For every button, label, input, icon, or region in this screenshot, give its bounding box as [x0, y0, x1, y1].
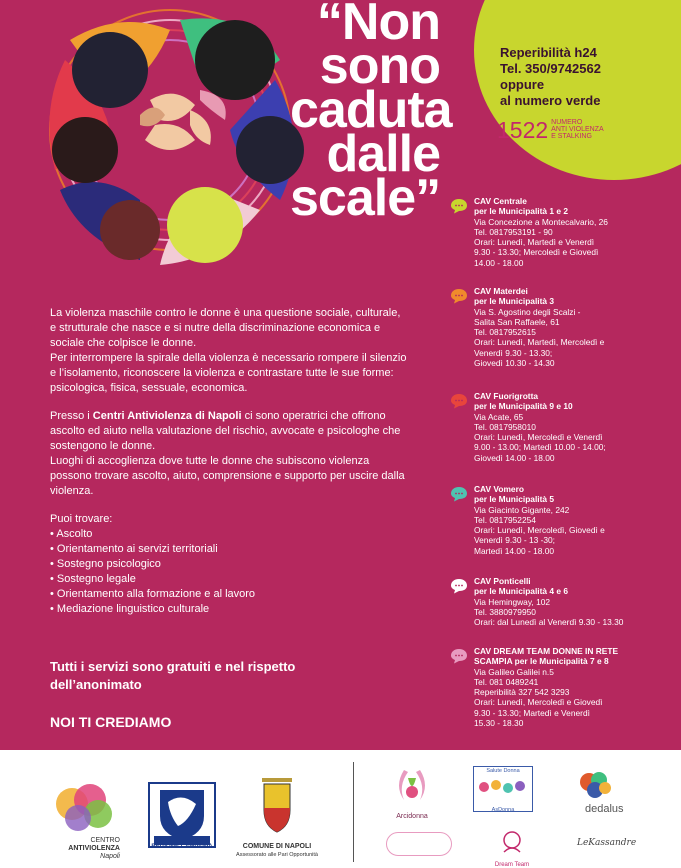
cav-title: per le Municipalità 4 e 6	[474, 586, 569, 597]
centro-antiviolenza-icon	[50, 782, 120, 832]
body-text	[50, 306, 435, 617]
cav-title: CAV Fuorigrotta	[474, 391, 539, 401]
caption: ANTIVIOLENZA	[68, 845, 120, 852]
caption: Salute Donna	[486, 768, 520, 774]
cav-line: Via Concezione a Montecalvario, 26	[474, 216, 608, 227]
cav-line: Orari: Lunedì, Mercoledì e Giovedì	[474, 697, 603, 708]
cav-line: Orari: Lunedì, Mercoledì, Giovedì e	[474, 525, 605, 536]
cav-title: per le Municipalità 9 e 10	[474, 401, 573, 412]
cav-line: Via Acate, 65	[474, 411, 524, 422]
paragraph-line: Per interrompere la spirale della violenza è necessario rompere il silenzio	[50, 352, 407, 364]
headline-line: “Non	[316, 0, 440, 51]
lekassandre-logo	[577, 838, 647, 848]
speech-bubble-icon	[450, 578, 468, 594]
centro-antiviolenza-logo	[50, 782, 130, 861]
dedalus-logo	[575, 770, 645, 815]
cav-line: 14.00 - 18.00	[474, 257, 524, 268]
paragraph-line: violenza.	[50, 485, 94, 497]
list-title: Puoi trovare:	[50, 513, 113, 525]
caption: Arcidonna	[396, 813, 428, 820]
caption: COMUNE DI NAPOLI	[242, 843, 312, 850]
cav-line: 15.30 - 18.30	[474, 718, 524, 729]
cav-line: 9.30 - 13.30; Martedì e Venerdì	[474, 707, 590, 718]
paragraph-line	[50, 409, 435, 424]
cav-phone[interactable]: Tel. 3880979950	[474, 606, 536, 617]
cav-entry	[448, 484, 678, 556]
footer-divider	[353, 762, 354, 862]
cav-details	[474, 286, 678, 368]
cav-title: per le Municipalità 3	[474, 296, 555, 307]
hotline-line: Reperibilità h24	[500, 45, 597, 60]
cav-details	[474, 484, 678, 556]
cav-details	[474, 196, 678, 268]
caption: REGIONE CAMPANIA	[151, 844, 213, 850]
centri-antiviolenza-text: Centri Antiviolenza di Napoli	[92, 410, 242, 422]
salute-donna-icon	[474, 775, 532, 801]
cav-line: 9.00 - 13.00; Martedì 10.00 - 14.00;	[474, 442, 606, 453]
text: Tutti i servizi sono	[50, 659, 167, 674]
caption-line: E STALKING	[551, 133, 592, 140]
cav-line: Martedì 14.00 - 18.00	[474, 545, 555, 556]
list-item: • Orientamento ai servizi territoriali	[50, 542, 435, 557]
paragraph-line: sostengono le donne.	[50, 440, 156, 452]
cav-phone[interactable]: Tel. 0817952615	[474, 327, 536, 338]
hotline-info	[500, 45, 670, 109]
dedalus-icon	[575, 770, 615, 800]
list-item: • Sostegno psicologico	[50, 557, 435, 572]
logo-1522	[497, 119, 604, 141]
cav-title: CAV DREAM TEAM DONNE IN RETE	[474, 646, 619, 656]
cav-details	[474, 576, 678, 627]
headline-line: scale”	[290, 169, 441, 227]
paragraph-line: Luoghi di accoglienza dove tutte le donne che subiscono violenza	[50, 455, 370, 467]
paragraph-line: ascolto ed aiuto nella valutazione del rischio, avvocate e psicologhe che	[50, 425, 401, 437]
list-item: • Ascolto	[50, 527, 435, 542]
cav-entry	[448, 391, 678, 463]
text: dell’anonimato	[50, 677, 142, 692]
paragraph-line: sociale che colpisce le donne.	[50, 337, 197, 349]
cav-title: CAV Vomero	[474, 484, 524, 494]
headline-line: sono	[319, 37, 440, 95]
comune-napoli-logo	[232, 774, 322, 859]
cav-line: Giovedì 10.30 - 14.30	[474, 358, 555, 369]
number-1522[interactable]: 1522	[497, 117, 549, 143]
cav-phone[interactable]: Tel. 0817952254	[474, 514, 536, 525]
cav-line: Via Hemingway, 102	[474, 596, 551, 607]
list-item: • Sostegno legale	[50, 572, 435, 587]
cav-title: CAV Ponticelli	[474, 576, 531, 586]
text: e nel rispetto	[210, 659, 296, 674]
caption: dedalus	[585, 803, 624, 815]
cav-line: Salita San Raffaele, 61	[474, 316, 560, 327]
paragraph-line: e strutturale che nasce e si nutre della discriminazione economica e	[50, 322, 381, 334]
comune-napoli-crest-icon	[232, 774, 322, 838]
cav-entry	[448, 286, 678, 368]
caption-line: NUMERO	[551, 119, 583, 126]
text: Presso i	[50, 410, 93, 422]
speech-bubble-icon	[450, 648, 468, 664]
paragraph-line: possono trovare ascolto, aiuto, comprensione e supporto per uscire dalla	[50, 470, 405, 482]
cav-line: Orari: Lunedì, Mercoledì e Venerdì	[474, 432, 603, 443]
women-circle-illustration	[30, 0, 320, 280]
paragraph-line: La violenza maschile contro le donne è una questione sociale, culturale,	[50, 307, 401, 319]
cav-phone[interactable]: Tel. 0817953191 - 90	[474, 226, 553, 237]
caption: Napoli	[100, 853, 120, 860]
free-services-text	[50, 658, 350, 694]
speech-bubble-icon	[450, 486, 468, 502]
salute-donna-logo	[473, 766, 533, 812]
partner-logo	[386, 832, 452, 856]
cav-line: Orari: dal Lunedì al Venerdì 9.30 - 13.30	[474, 617, 624, 628]
caption: CENTRO	[90, 837, 120, 844]
cav-details	[474, 646, 678, 728]
cav-entry	[448, 576, 678, 627]
regione-campania-logo	[148, 782, 218, 851]
headline	[290, 0, 452, 227]
cav-title: SCAMPIA per le Municipalità 7 e 8	[474, 656, 609, 667]
headline-line: dalle	[326, 125, 440, 183]
cav-entry	[448, 646, 678, 728]
footer-logos	[0, 750, 681, 868]
cav-phone[interactable]: Tel. 081 0489241	[474, 676, 539, 687]
cav-title: CAV Centrale	[474, 196, 527, 206]
caption: LeKassandre	[577, 838, 637, 848]
caption: AsDonna	[491, 807, 515, 813]
headline-line: caduta	[290, 81, 452, 139]
cav-title: per le Municipalità 1 e 2	[474, 206, 569, 217]
hotline-line: al numero verde	[500, 93, 601, 108]
text: ci sono operatrici che offrono	[241, 410, 386, 422]
arcidonna-logo	[390, 764, 442, 821]
list-item: • Orientamento alla formazione e al lavoro	[50, 587, 435, 602]
dream-team-logo	[490, 830, 534, 868]
speech-bubble-icon	[450, 393, 468, 409]
caption-line: ANTI VIOLENZA	[551, 126, 604, 133]
cav-details	[474, 391, 678, 463]
cav-phone[interactable]: Tel. 0817958010	[474, 421, 536, 432]
list-item: • Mediazione linguistico culturale	[50, 602, 435, 617]
cav-line: Via S. Agostino degli Scalzi -	[474, 306, 581, 317]
cav-line: 9.30 - 13.30; Mercoledì e Giovedì	[474, 247, 599, 258]
speech-bubble-icon	[450, 288, 468, 304]
cav-line: Giovedì 14.00 - 18.00	[474, 452, 555, 463]
regione-campania-crest-icon	[148, 782, 216, 848]
cav-line: Via Giacinto Gigante, 242	[474, 504, 570, 515]
cav-title: CAV Materdei	[474, 286, 528, 296]
services-list	[50, 527, 435, 617]
caption: Team	[514, 862, 530, 868]
cav-title: per le Municipalità 5	[474, 494, 555, 505]
cav-line: Orari: Lunedì, Martedì, Mercoledì e	[474, 337, 605, 348]
paragraph-line: psicologica, fisica, sessuale, economica.	[50, 382, 248, 394]
cav-line: Venerdì 9.30 - 13.30;	[474, 347, 553, 358]
dream-team-icon	[490, 830, 534, 856]
noi-ti-crediamo: NOI TI CREDIAMO	[50, 714, 172, 730]
caption: Dream	[494, 862, 513, 868]
cav-line: Orari: Lunedì, Martedì e Venerdì	[474, 237, 595, 248]
cav-phone[interactable]: Reperibilità 327 542 3293	[474, 687, 570, 698]
number-1522-caption	[551, 119, 604, 140]
speech-bubble-icon	[450, 198, 468, 214]
paragraph-line: e l’isolamento, riconoscere la violenza e contrastare tutte le sue forme:	[50, 367, 394, 379]
hotline-line: oppure	[500, 77, 545, 92]
text: gratuiti	[166, 659, 211, 674]
caption: Assessorato alle Pari Opportunità	[236, 852, 318, 858]
arcidonna-icon	[390, 764, 434, 808]
hotline-phone[interactable]: Tel. 350/9742562	[500, 61, 601, 76]
cav-entry	[448, 196, 678, 268]
cav-line: Venerdì 9.30 - 13 -30;	[474, 535, 556, 546]
cav-line: Via Galileo Galilei n.5	[474, 666, 554, 677]
